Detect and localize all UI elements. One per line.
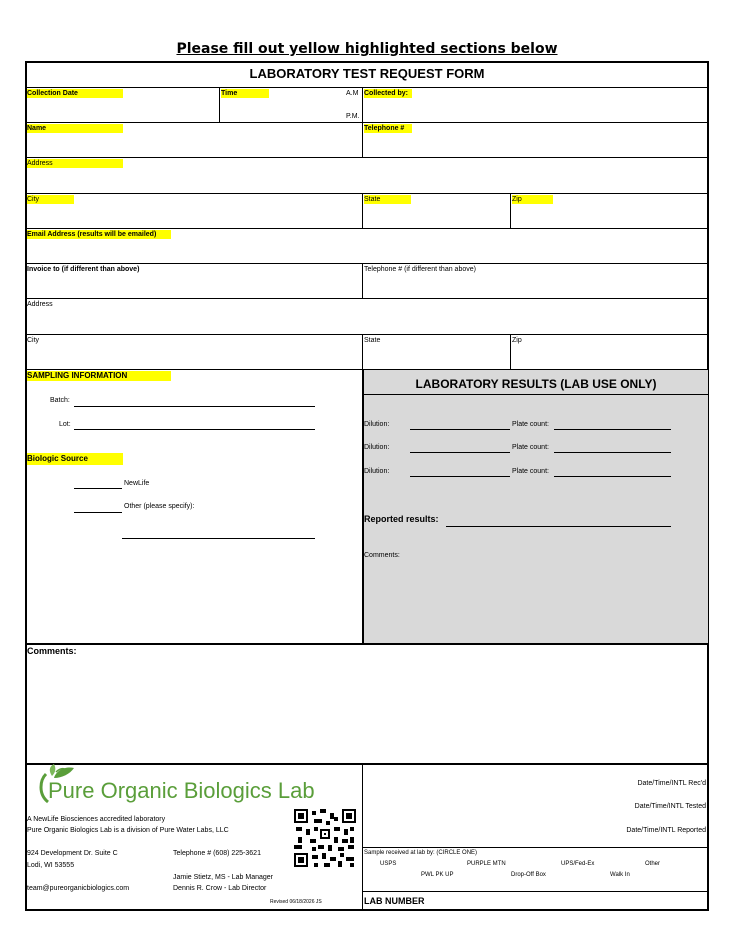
col-rule (362, 87, 363, 158)
reported-results-label: Reported results: (364, 514, 439, 524)
form-title: LABORATORY TEST REQUEST FORM (249, 66, 485, 81)
invoice-city-label: City (27, 337, 40, 344)
row-rule (25, 87, 709, 88)
plate-count-field-3[interactable] (554, 467, 671, 477)
division-text: Pure Organic Biologics Lab is a division of Pure Water Labs, LLC (27, 827, 229, 834)
row-rule (25, 157, 709, 158)
biologic-source-heading: Biologic Source (27, 453, 123, 465)
plate-count-field-2[interactable] (554, 443, 671, 453)
comments-area[interactable] (27, 660, 707, 760)
plate-count-field-1[interactable] (554, 420, 671, 430)
zip-label: Zip (512, 195, 553, 204)
col-rule (362, 334, 363, 369)
method-ups-fedex[interactable]: UPS/Fed-Ex (561, 861, 595, 867)
dilution-field-2[interactable] (410, 443, 510, 453)
row-rule (25, 298, 709, 299)
date-received-label: Date/Time/INTL Rec'd (637, 780, 706, 787)
lab-phone: Telephone # (608) 225-3621 (173, 850, 261, 857)
row-rule (362, 847, 709, 848)
reported-results-field[interactable] (446, 516, 671, 527)
email-label: Email Address (results will be emailed) (27, 230, 171, 239)
row-rule (25, 334, 709, 335)
lot-field[interactable] (74, 420, 315, 430)
method-purple-mtn[interactable]: PURPLE MTN (467, 861, 506, 867)
col-rule (510, 193, 511, 228)
row-rule (25, 228, 709, 229)
row-rule (25, 263, 709, 264)
plate-count-label-2: Plate count: (512, 444, 549, 451)
invoice-zip-label: Zip (512, 337, 522, 344)
row-rule (25, 763, 709, 765)
lab-results-heading: LABORATORY RESULTS (LAB USE ONLY) (415, 377, 657, 391)
row-rule (362, 891, 709, 892)
collection-date-label: Collection Date (27, 89, 123, 98)
dilution-label-2: Dilution: (364, 444, 390, 451)
date-tested-label: Date/Time/INTL Tested (634, 803, 706, 810)
time-label: Time (221, 89, 269, 98)
city-label: City (27, 195, 74, 204)
address-line-1: 924 Development Dr. Suite C (27, 850, 118, 857)
col-rule (510, 334, 511, 369)
col-rule (362, 263, 363, 298)
plate-count-label-1: Plate count: (512, 421, 549, 428)
invoice-state-label: State (364, 337, 381, 344)
lab-comments-label: Comments: (364, 552, 400, 559)
contact-email: team@pureorganicbiologics.com (27, 885, 130, 892)
dilution-field-1[interactable] (410, 420, 510, 430)
telephone-label: Telephone # (364, 124, 412, 133)
invoice-to-label: Invoice to (if different than above) (27, 266, 140, 273)
plate-count-label-3: Plate count: (512, 468, 549, 475)
batch-field[interactable] (74, 397, 315, 407)
lab-results-panel (364, 370, 708, 643)
pm-label: P.M. (346, 113, 360, 120)
invoice-address-label: Address (27, 301, 53, 308)
method-usps[interactable]: USPS (380, 861, 397, 867)
row-rule (25, 122, 709, 123)
instruction-text: Please fill out yellow highlighted sections below (176, 41, 558, 57)
sampling-heading: SAMPLING INFORMATION (27, 371, 171, 381)
lab-number-label: LAB NUMBER (364, 896, 425, 906)
batch-label: Batch: (50, 397, 70, 404)
dilution-field-3[interactable] (410, 467, 510, 477)
dilution-label-3: Dilution: (364, 468, 390, 475)
method-other[interactable]: Other (645, 861, 661, 867)
dilution-label-1: Dilution: (364, 421, 390, 428)
method-drop-off-box[interactable]: Drop-Off Box (511, 872, 546, 878)
row-rule (25, 643, 709, 645)
col-rule (362, 763, 363, 911)
newlife-checkbox-line[interactable] (74, 478, 122, 489)
address-line-2: Lodi, WI 53555 (27, 862, 75, 869)
lab-director: Dennis R. Crow - Lab Director (173, 885, 267, 892)
revised-text: Revised 06/18/2026 JS (270, 899, 322, 905)
qr-code-icon (294, 809, 356, 867)
am-label: A.M (346, 90, 359, 97)
lab-manager: Jamie Stietz, MS - Lab Manager (173, 874, 273, 881)
state-label: State (364, 195, 411, 204)
other-specify-field[interactable] (122, 528, 315, 539)
name-label: Name (27, 124, 123, 133)
address-label: Address (27, 159, 123, 168)
method-walk-in[interactable]: Walk In (610, 872, 630, 878)
col-rule (362, 193, 363, 228)
date-reported-label: Date/Time/INTL Reported (626, 827, 706, 834)
col-rule (219, 87, 220, 122)
row-rule (25, 193, 709, 194)
lot-label: Lot: (59, 421, 71, 428)
invoice-telephone-label: Telephone # (if different than above) (364, 266, 476, 273)
collected-by-label: Collected by: (364, 89, 412, 98)
newlife-label: NewLife (124, 480, 150, 487)
other-label: Other (please specify): (124, 503, 195, 510)
method-pwl-pk-up[interactable]: PWL PK UP (421, 872, 454, 878)
comments-label: Comments: (27, 646, 77, 656)
accredited-text: A NewLife Biosciences accredited laboratory (27, 816, 166, 823)
brand-name: Pure Organic Biologics Lab (48, 778, 315, 803)
received-by-label: Sample received at lab by: (CIRCLE ONE) (364, 850, 478, 856)
other-checkbox-line[interactable] (74, 502, 122, 513)
